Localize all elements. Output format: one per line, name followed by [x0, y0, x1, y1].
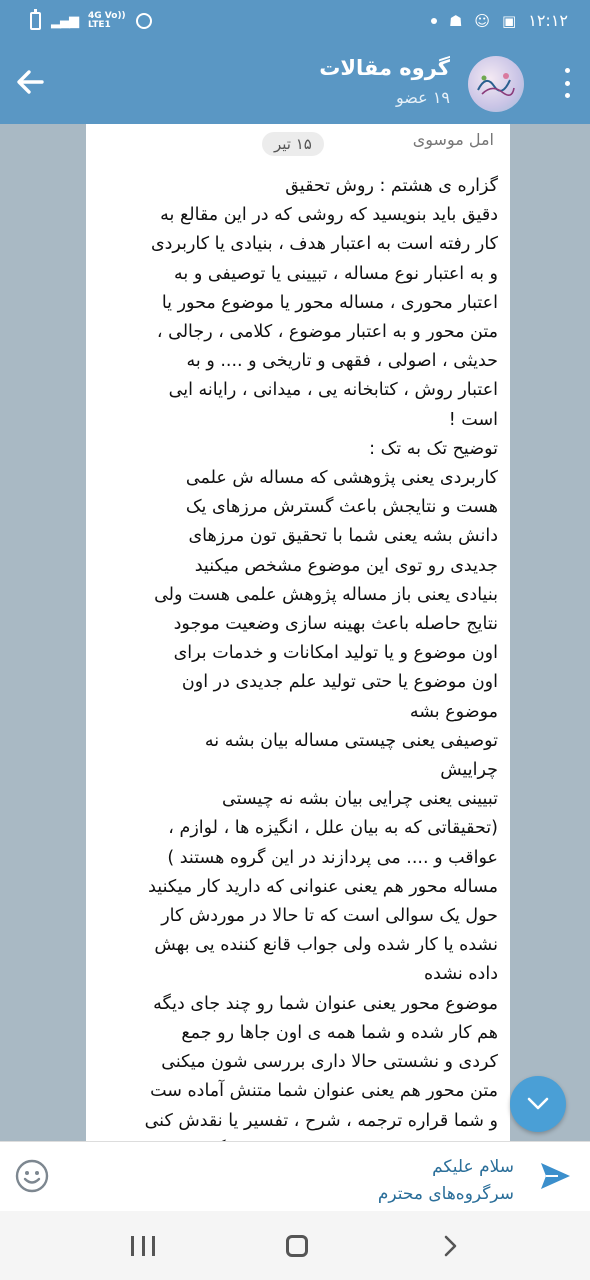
message-line: کردی و نشستی حالا داری بررسی شون میکنی	[161, 1052, 498, 1073]
message-line: موضوع بشه	[409, 701, 498, 722]
member-count: ۱۹ عضو	[396, 88, 450, 107]
arrow-left-icon[interactable]	[12, 64, 48, 100]
message-line: جدیدی رو توی این موضوع مشخص میکنید	[194, 555, 498, 576]
message-line: چراییش	[440, 760, 498, 781]
message-line: توصیفی یعنی چیستی مساله بیان بشه نه	[204, 730, 498, 751]
contact-notification-icon: ☺	[474, 11, 491, 30]
status-right	[431, 11, 568, 30]
recents-icon[interactable]	[131, 1236, 155, 1256]
message-bubble[interactable]	[86, 124, 510, 1141]
chat-area[interactable]	[0, 124, 590, 1141]
network-bottom-label: LTE1	[88, 20, 111, 30]
image-notification-icon: ▣	[502, 11, 517, 30]
message-line: بنیادی یعنی باز مساله پژوهش علمی هست ولی	[154, 584, 498, 605]
message-line: اون موضوع یا حتی تولید علم جدیدی در اون	[181, 672, 498, 693]
message-line: تبیینی یعنی چرایی بیان بشه نه چیستی	[222, 789, 498, 810]
message-text	[92, 172, 498, 1141]
message-input[interactable]	[378, 1154, 514, 1208]
system-nav-bar	[0, 1211, 590, 1280]
message-line: گزاره ی هشتم : روش تحقیق	[285, 176, 498, 196]
message-line: است !	[448, 409, 498, 430]
calligraphy-logo-icon	[476, 70, 516, 98]
message-sender[interactable]: امل موسوی	[412, 130, 494, 149]
message-line: اعتبار محوری ، مساله محور یا موضوع محور یا	[161, 292, 498, 313]
chevron-down-icon	[526, 1094, 550, 1114]
message-line: حول یک سوالی است که تا حالا در موردش کار	[161, 906, 498, 927]
message-line: و به اعتبار نوع مساله ، تبیینی یا توصیفی و به	[174, 263, 498, 284]
message-line: موضوع محور یعنی عنوان شما رو چند جای دیگه	[153, 993, 498, 1014]
draft-line-1: سلام علیکم	[432, 1157, 514, 1177]
status-left	[30, 12, 152, 30]
send-icon[interactable]	[538, 1160, 572, 1192]
group-avatar[interactable]	[468, 56, 524, 112]
message-line: توضیح تک به تک :	[369, 438, 498, 459]
emoji-icon[interactable]	[14, 1158, 50, 1194]
chat-header	[0, 44, 590, 124]
nav-back-icon[interactable]	[440, 1234, 460, 1258]
message-line: متن محور و به اعتبار موضوع ، کلامی ، رجالی ،	[156, 322, 498, 343]
status-bar	[0, 0, 590, 44]
message-line: هست و نتایجش باعث گسترش مرزهای یک	[185, 497, 498, 518]
message-line: دقیق باید بنویسید که روشی که در این مقالع به	[160, 205, 498, 226]
message-line: مساله محور هم یعنی عنوانی که دارید کار میکنید	[148, 876, 498, 897]
notification-dot-icon	[431, 18, 437, 24]
alarm-icon	[136, 13, 152, 29]
scroll-down-button[interactable]	[510, 1076, 566, 1132]
date-chip: ۱۵ تیر	[262, 132, 324, 156]
message-line: نشده یا کار شده ولی جواب قانع کننده یی بهش	[154, 935, 498, 956]
message-line: دانش بشه یعنی شما با تحقیق تون مرزهای	[188, 526, 498, 547]
message-line: (تحقیقاتی که به بیان علل ، انگیزه ها ، لوازم ،	[168, 818, 498, 839]
signal-icon: ▂▄▆	[51, 13, 78, 29]
message-line: حدیثی ، اصولی ، فقهی و تاریخی و .... و به	[186, 351, 498, 372]
message-line: متن محور هم یعنی عنوان شما متنش آماده ست	[150, 1081, 498, 1102]
message-line: داده نشده	[423, 964, 498, 985]
message-line: کاربردی یعنی پژوهشی که مساله ش علمی	[185, 468, 498, 489]
more-vert-icon[interactable]	[562, 68, 572, 98]
draft-line-2: سرگروه‌های محترم	[377, 1184, 514, 1204]
battery-icon	[30, 12, 41, 30]
network-type	[88, 12, 126, 30]
app-notification-icon: ☗	[448, 11, 463, 30]
message-line: هم کار شده و شما همه ی اون جاها رو جمع	[181, 1022, 498, 1043]
message-line: نتایج حاصله باعث بهینه سازی وضعیت موجود	[173, 614, 498, 635]
message-composer	[0, 1141, 590, 1211]
status-time: ۱۲:۱۲	[528, 11, 568, 30]
message-line: اون موضوع و یا تولید امکانات و خدمات برای	[173, 643, 498, 664]
network-top-label: 4G Vo))	[88, 11, 126, 21]
message-line: عواقب و .... می پردازند در این گروه هستند )	[167, 847, 498, 868]
message-line: اعتبار روش ، کتابخانه یی ، میدانی ، رایانه ایی	[168, 380, 498, 401]
message-line: و شما قراره ترجمه ، شرح ، تفسیر یا نقدش کنی	[144, 1110, 498, 1131]
home-icon[interactable]	[286, 1235, 308, 1257]
group-title[interactable]: گروه مقالات	[319, 56, 450, 80]
message-line: کار رفته است به اعتبار هدف ، بنیادی یا کاربردی	[150, 234, 498, 255]
